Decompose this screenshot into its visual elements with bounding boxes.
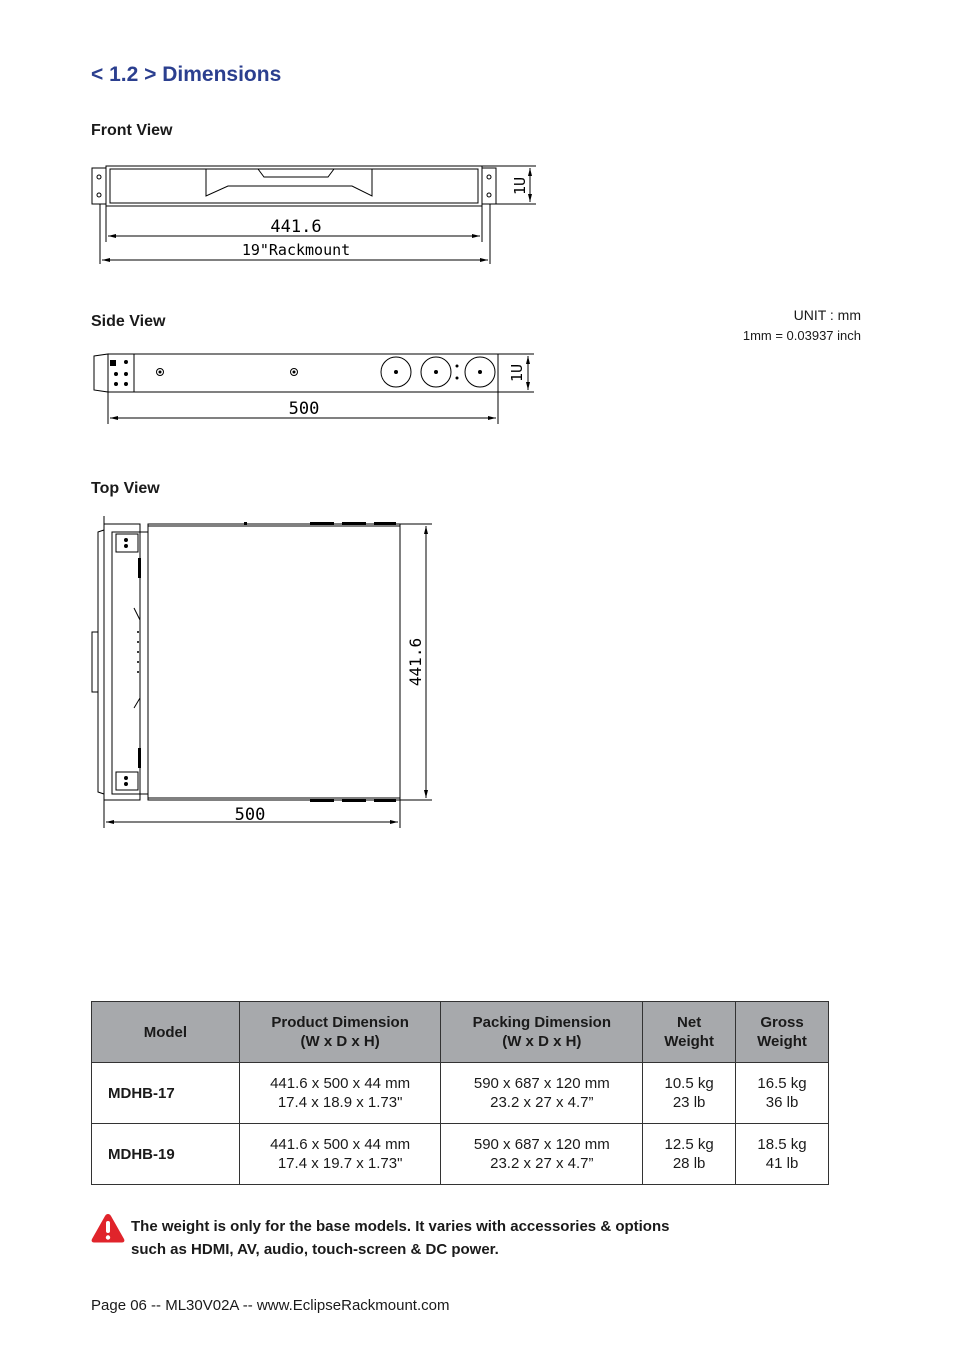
cell-gross: 16.5 kg 36 lb (736, 1063, 829, 1124)
warning-text (131, 1215, 771, 1261)
side-view-label: Side View (91, 313, 166, 330)
side-height-dim: 1U (508, 363, 526, 383)
top-view-drawing (88, 512, 448, 832)
top-width-dim: 441.6 (406, 637, 425, 687)
cell-packing: 590 x 687 x 120 mm 23.2 x 27 x 4.7” (441, 1063, 643, 1124)
front-height-dim: 1U (511, 176, 529, 196)
cell-packing: 590 x 687 x 120 mm 23.2 x 27 x 4.7” (441, 1124, 643, 1185)
warning-line-2: such as HDMI, AV, audio, touch-screen & DC power. (131, 1241, 499, 1258)
cell-model: MDHB-19 (92, 1124, 240, 1185)
unit-conversion: 1mm = 0.03937 inch (742, 328, 861, 343)
warning-icon (91, 1213, 125, 1243)
table-header-row (92, 1002, 829, 1063)
header-packing-dimension: Packing Dimension (W x D x H) (441, 1002, 643, 1063)
front-view-drawing (88, 160, 548, 270)
top-view-label: Top View (91, 480, 160, 497)
header-product-dimension: Product Dimension (W x D x H) (239, 1002, 441, 1063)
front-rack-dim: 19"Rackmount (241, 241, 351, 259)
side-view-drawing (88, 348, 548, 428)
table-row (92, 1063, 829, 1124)
cell-product: 441.6 x 500 x 44 mm 17.4 x 19.7 x 1.73" (239, 1124, 441, 1185)
side-depth-dim: 500 (288, 399, 320, 419)
unit-label: UNIT : mm (793, 307, 861, 323)
unit-note (743, 307, 861, 343)
spec-table (91, 1001, 829, 1185)
table-row (92, 1124, 829, 1185)
cell-gross: 18.5 kg 41 lb (736, 1124, 829, 1185)
top-depth-dim: 500 (234, 805, 266, 825)
header-gross-weight: Gross Weight (736, 1002, 829, 1063)
section-title: < 1.2 > Dimensions (91, 63, 282, 86)
front-width-dim: 441.6 (270, 217, 322, 237)
cell-net: 12.5 kg 28 lb (643, 1124, 736, 1185)
header-model: Model (92, 1002, 240, 1063)
warning-line-1: The weight is only for the base models. It varies with accessories & options (131, 1218, 670, 1235)
header-net-weight: Net Weight (643, 1002, 736, 1063)
page-footer: Page 06 -- ML30V02A -- www.EclipseRackmount.com (91, 1297, 450, 1314)
front-view-label: Front View (91, 122, 173, 139)
cell-product: 441.6 x 500 x 44 mm 17.4 x 18.9 x 1.73" (239, 1063, 441, 1124)
cell-model: MDHB-17 (92, 1063, 240, 1124)
cell-net: 10.5 kg 23 lb (643, 1063, 736, 1124)
